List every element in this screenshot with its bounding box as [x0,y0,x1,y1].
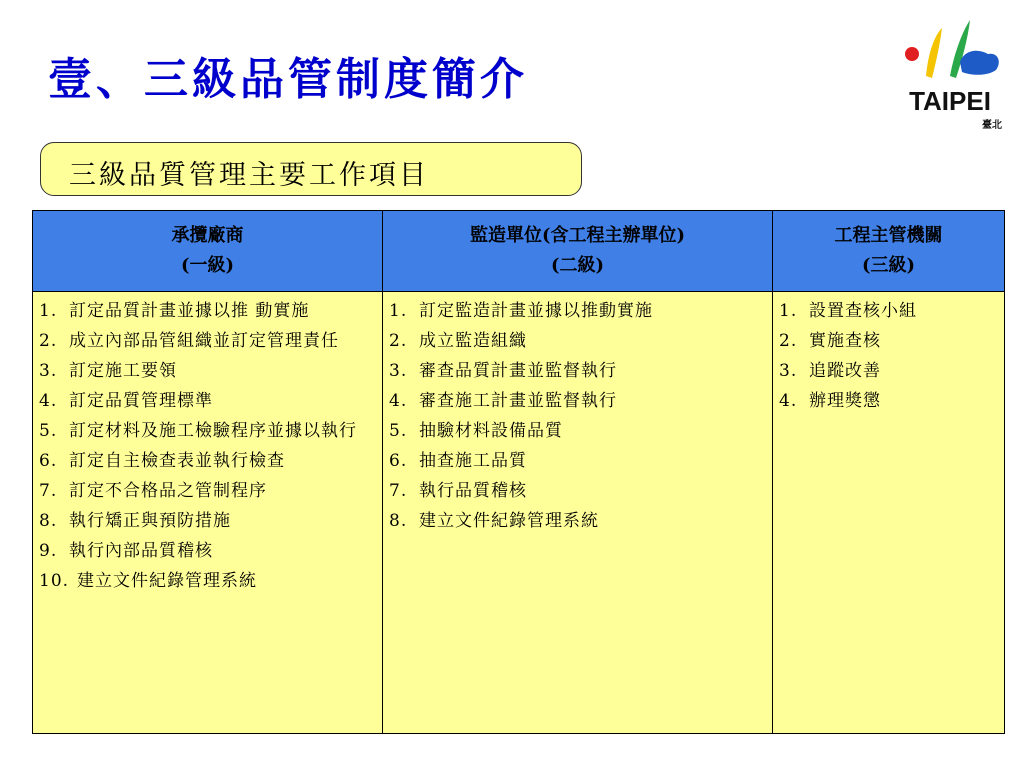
list-item [389,446,766,476]
item-text: 建立文件紀錄管理系統 [419,511,599,531]
item-number: 4. [39,391,58,411]
list-item [39,296,376,326]
authority-task-list [779,296,998,416]
header-supervisor-level: (二級) [550,255,605,276]
item-number: 6. [389,451,408,471]
item-number: 6. [39,451,58,471]
item-number: 10. [39,571,70,591]
item-number: 4. [779,391,798,411]
item-number: 2. [39,331,58,351]
taipei-logo [898,14,1008,134]
item-number: 4. [389,391,408,411]
item-number: 2. [779,331,798,351]
header-authority [773,211,1005,292]
list-item [39,476,376,506]
item-number: 8. [389,511,408,531]
item-number: 5. [39,421,58,441]
authority-tasks-cell [773,292,1005,734]
item-text: 追蹤改善 [809,361,881,381]
list-item [39,356,376,386]
header-contractor-title: 承攬廠商 [171,225,244,246]
item-number: 1. [779,301,798,321]
contractor-tasks-cell [33,292,383,734]
list-item [39,506,376,536]
list-item [389,326,766,356]
table-header-row [33,211,1005,292]
item-text: 抽查施工品質 [419,451,527,471]
item-number: 8. [39,511,58,531]
item-text: 設置查核小組 [809,301,917,321]
item-text: 訂定自主檢查表並執行檢查 [69,451,285,471]
list-item [39,416,376,446]
item-number: 3. [779,361,798,381]
list-item [39,326,376,356]
header-supervisor-title: 監造單位(含工程主辦單位) [469,225,686,246]
item-number: 5. [389,421,408,441]
list-item [389,296,766,326]
item-number: 7. [39,481,58,501]
list-item [39,446,376,476]
item-text: 執行內部品質稽核 [69,541,213,561]
subtitle: 三級品質管理主要工作項目 [69,160,429,191]
item-text: 實施查核 [809,331,881,351]
list-item [389,416,766,446]
item-text: 訂定品質計畫並據以推 動實施 [69,301,310,321]
list-item [39,536,376,566]
header-supervisor [383,211,773,292]
header-contractor [33,211,383,292]
list-item [779,326,998,356]
header-contractor-level: (一級) [180,255,235,276]
item-text: 訂定監造計畫並據以推動實施 [419,301,653,321]
contractor-task-list [39,296,376,596]
item-text: 成立內部品管組織並訂定管理責任 [69,331,339,351]
item-text: 訂定品質管理標準 [69,391,213,411]
quality-levels-table [32,210,1005,734]
item-text: 審查品質計畫並監督執行 [419,361,617,381]
item-number: 2. [389,331,408,351]
header-authority-level: (三級) [861,255,916,276]
item-text: 審查施工計畫並監督執行 [419,391,617,411]
item-number: 7. [389,481,408,501]
item-text: 執行品質稽核 [419,481,527,501]
table-row [33,292,1005,734]
item-text: 抽驗材料設備品質 [419,421,563,441]
list-item [779,356,998,386]
subtitle-box [40,142,582,196]
list-item [39,566,376,596]
page-title: 壹、三級品管制度簡介 [48,54,528,105]
list-item [389,356,766,386]
supervisor-tasks-cell [383,292,773,734]
item-number: 9. [39,541,58,561]
item-text: 訂定施工要領 [69,361,177,381]
list-item [779,386,998,416]
item-text: 訂定不合格品之管制程序 [69,481,267,501]
list-item [39,386,376,416]
item-text: 建立文件紀錄管理系統 [77,571,257,591]
item-text: 訂定材料及施工檢驗程序並據以執行 [69,421,357,441]
item-text: 成立監造組織 [419,331,527,351]
list-item [779,296,998,326]
list-item [389,386,766,416]
supervisor-task-list [389,296,766,536]
taipei-logo-text: TAIPEI [909,86,991,116]
item-text: 辦理獎懲 [809,391,881,411]
item-number: 3. [39,361,58,381]
list-item [389,506,766,536]
item-number: 3. [389,361,408,381]
item-number: 1. [39,301,58,321]
list-item [389,476,766,506]
header-authority-title: 工程主管機關 [834,225,943,246]
item-number: 1. [389,301,408,321]
taipei-logo-graphic-icon [898,14,1008,94]
item-text: 執行矯正與預防措施 [69,511,231,531]
taipei-logo-subtext: 臺北 [982,120,1002,131]
